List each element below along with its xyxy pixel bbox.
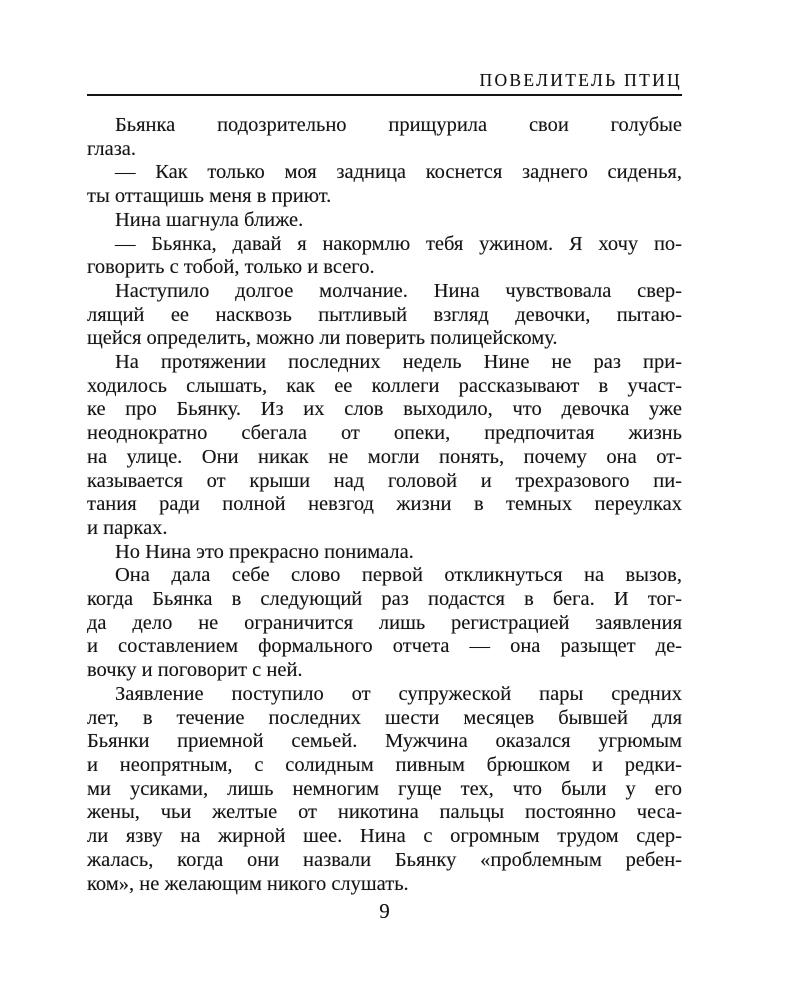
text-line: — Как только моя задница коснется заднего сиденья, bbox=[115, 161, 682, 184]
page-header bbox=[87, 70, 682, 91]
text-line: лящий ее насквозь пытливый взгляд девочки, пытаю- bbox=[87, 303, 682, 326]
text-line: На протяжении последних недель Нине не раз при- bbox=[115, 351, 682, 374]
text-line: ли язву на жирной шее. Нина с огромным трудом сдер- bbox=[87, 825, 682, 848]
text-line: ком», не желающим никого слушать. bbox=[87, 872, 409, 895]
page-number: 9 bbox=[379, 899, 390, 923]
text-line: на улице. Они никак не могли понять, почему она от- bbox=[87, 445, 682, 468]
text-line: глаза. bbox=[87, 137, 137, 160]
text-line: Нина шагнула ближе. bbox=[115, 208, 304, 231]
text-line: говорить с тобой, только и всего. bbox=[87, 256, 375, 279]
header-rule bbox=[87, 94, 682, 96]
text-line: Но Нина это прекрасно понимала. bbox=[115, 540, 414, 563]
text-line: Наступило долгое молчание. Нина чувствовала свер- bbox=[115, 279, 682, 302]
text-line: ходилось слышать, как ее коллеги рассказывают в участ- bbox=[87, 374, 682, 397]
text-line: да дело не ограничится лишь регистрацией заявления bbox=[87, 611, 682, 634]
paragraph bbox=[87, 351, 682, 541]
page-footer bbox=[87, 899, 682, 924]
text-line: тания ради полной невзгод жизни в темных переулках bbox=[87, 493, 682, 516]
text-line: и неопрятным, с солидным пивным брюшком и редки- bbox=[87, 753, 682, 776]
page-body bbox=[87, 114, 682, 896]
text-line: неоднократно сбегала от опеки, предпочитая жизнь bbox=[87, 422, 682, 445]
running-head-title: ПОВЕЛИТЕЛЬ ПТИЦ bbox=[479, 70, 682, 90]
text-line: и составлением формального отчета — она разыщет де- bbox=[87, 635, 682, 658]
text-line: Заявление поступило от супружеской пары средних bbox=[115, 682, 682, 705]
paragraph bbox=[87, 541, 682, 565]
text-line: ми усиками, лишь немногим гуще тех, что были у его bbox=[87, 777, 682, 800]
text-line: казывается от крыши над головой и трехразового пи- bbox=[87, 469, 682, 492]
paragraph bbox=[87, 280, 682, 351]
text-line: ты оттащишь меня в приют. bbox=[87, 185, 332, 208]
paragraph bbox=[87, 161, 682, 208]
paragraph bbox=[87, 233, 682, 280]
text-line: Бьянка подозрительно прищурила свои голубые bbox=[115, 114, 682, 136]
text-line: лет, в течение последних шести месяцев бывшей для bbox=[87, 706, 682, 729]
text-line: и парках. bbox=[87, 516, 168, 539]
text-line: жалась, когда они назвали Бьянку «проблемным ребен- bbox=[87, 848, 682, 871]
text-line: щейся определить, можно ли поверить полицейскому. bbox=[87, 327, 558, 350]
text-line: когда Бьянка в следующий раз подастся в бега. И тог- bbox=[87, 588, 682, 611]
paragraph bbox=[87, 209, 682, 233]
text-line: Она дала себе слово первой откликнуться на вызов, bbox=[115, 564, 682, 587]
text-line: Бьянки приемной семьей. Мужчина оказался угрюмым bbox=[87, 730, 682, 753]
paragraph bbox=[87, 564, 682, 683]
paragraph bbox=[87, 683, 682, 896]
paragraph bbox=[87, 114, 682, 161]
text-line: вочку и поговорит с ней. bbox=[87, 659, 303, 682]
text-line: ке про Бьянку. Из их слов выходило, что девочка уже bbox=[87, 398, 682, 421]
text-line: — Бьянка, давай я накормлю тебя ужином. Я хочу по- bbox=[115, 232, 682, 255]
text-line: жены, чьи желтые от никотина пальцы постоянно чеса- bbox=[87, 801, 682, 824]
